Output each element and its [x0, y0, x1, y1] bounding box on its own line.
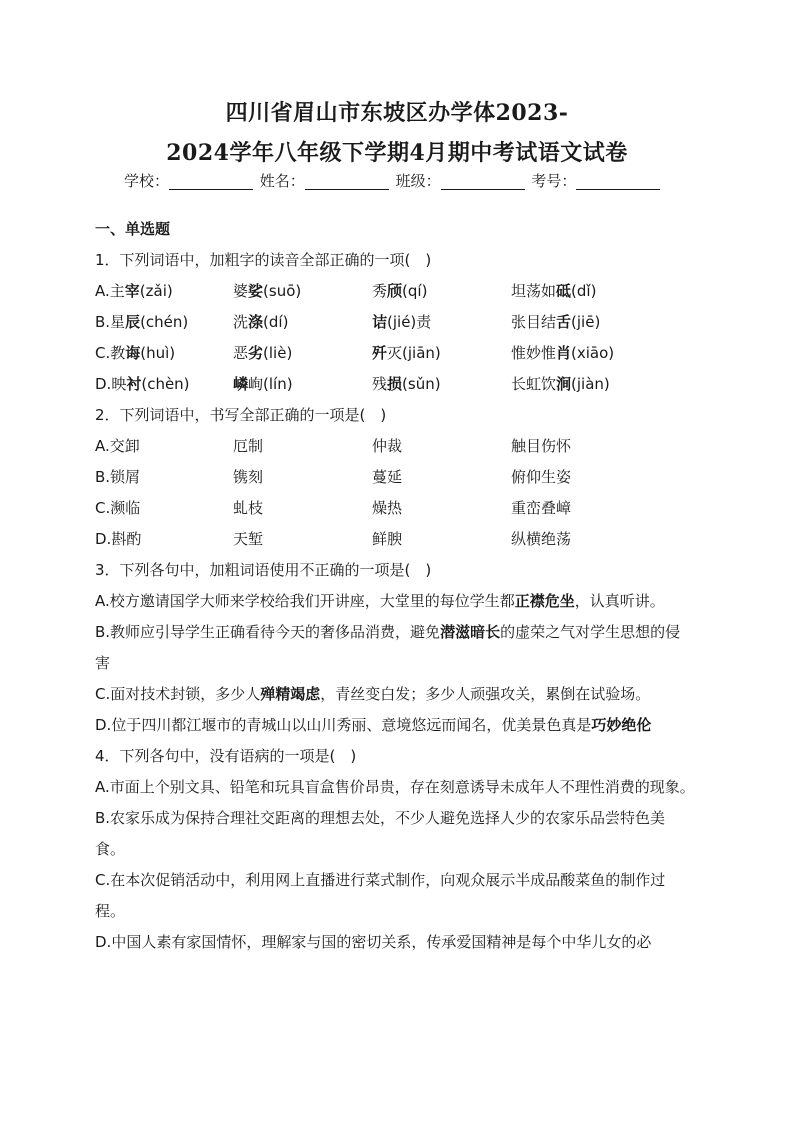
- name-label: 姓名：: [259, 172, 305, 190]
- option-cell: 触目伤怀: [511, 437, 572, 455]
- question-1: [95, 245, 695, 400]
- option-cell: 嶙峋(lín): [233, 375, 293, 393]
- option-cell: 镌刻: [233, 468, 264, 486]
- option-cell: C.教诲(huì): [95, 344, 176, 362]
- question-stem: 3．下列各句中，加粗词语使用不正确的一项是( ): [95, 561, 432, 579]
- option-a: A.校方邀请国学大师来学校给我们开讲座，大堂里的每位学生都正襟危坐，认真听讲。: [95, 592, 665, 610]
- option-cell: C.濒临: [95, 499, 141, 517]
- option-cell: 虬枝: [233, 499, 264, 517]
- option-cell: 坦荡如砥(dǐ): [511, 282, 597, 300]
- option-row-d: [95, 524, 695, 555]
- option-b: B.教师应引导学生正确看待今天的奢侈品消费，避免潜滋暗长的虚荣之气对学生思想的侵害: [95, 623, 681, 672]
- option-c: C.在本次促销活动中，利用网上直播进行菜式制作，向观众展示半成品酸菜鱼的制作过程。: [95, 871, 666, 920]
- student-info-line: [124, 170, 662, 191]
- questions: [95, 214, 695, 958]
- option-cell: B.锁屑: [95, 468, 141, 486]
- option-cell: 张目结舌(jiē): [511, 313, 601, 331]
- option-row-d: [95, 369, 695, 400]
- option-cell: 恶劣(liè): [233, 344, 293, 362]
- option-cell: 厄制: [233, 437, 264, 455]
- option-row-b: [95, 307, 695, 338]
- option-cell: 惟妙惟肖(xiāo): [511, 344, 615, 362]
- exam-title-line2: 2024学年八年级下学期4月期中考试语文试卷: [166, 140, 628, 166]
- option-cell: 鲜腴: [372, 530, 403, 548]
- number-blank: [576, 175, 660, 190]
- option-cell: 俯仰生姿: [511, 468, 572, 486]
- option-cell: 重峦叠嶂: [511, 499, 572, 517]
- option-cell: 残损(sǔn): [372, 375, 441, 393]
- option-cell: 诘(jié)责: [372, 313, 432, 331]
- school-label: 学校：: [124, 172, 170, 190]
- option-cell: D.映衬(chèn): [95, 375, 190, 393]
- option-cell: 洗涤(dí): [233, 313, 289, 331]
- option-cell: 天堑: [233, 530, 264, 548]
- option-cell: 歼灭(jiān): [372, 344, 441, 362]
- option-cell: A.主宰(zǎi): [95, 282, 173, 300]
- question-stem: 2．下列词语中，书写全部正确的一项是( ): [95, 406, 387, 424]
- number-label: 考号：: [531, 172, 577, 190]
- option-d: D.中国人素有家国情怀，理解家与国的密切关系，传承爱国精神是每个中华儿女的必: [95, 933, 652, 951]
- question-4: [95, 741, 695, 958]
- option-cell: 婆娑(suō): [233, 282, 302, 300]
- option-row-c: [95, 338, 695, 369]
- option-d: D.位于四川都江堰市的青城山以山川秀丽、意境悠远而闻名，优美景色真是巧妙绝伦: [95, 716, 652, 734]
- option-cell: 长虹饮涧(jiàn): [511, 375, 610, 393]
- question-3: [95, 555, 695, 741]
- class-blank: [441, 175, 525, 190]
- option-row-a: [95, 431, 695, 462]
- option-cell: 仲裁: [372, 437, 403, 455]
- exam-title-line1: 四川省眉山市东坡区办学体2023-: [225, 100, 569, 126]
- option-cell: A.交卸: [95, 437, 140, 455]
- option-c: C.面对技术封锁，多少人殚精竭虑，青丝变白发；多少人顽强攻关，累倒在试验场。: [95, 685, 651, 703]
- option-cell: 蔓延: [372, 468, 403, 486]
- option-cell: 秀颀(qí): [372, 282, 428, 300]
- question-stem: 1．下列词语中，加粗字的读音全部正确的一项( ): [95, 251, 432, 269]
- option-cell: 燥热: [372, 499, 403, 517]
- option-b: B.农家乐成为保持合理社交距离的理想去处，不少人避免选择人少的农家乐品尝特色美食。: [95, 809, 666, 858]
- section-heading: 一、单选题: [95, 220, 171, 238]
- option-cell: D.斟酌: [95, 530, 142, 548]
- option-row-b: [95, 462, 695, 493]
- class-label: 班级：: [395, 172, 441, 190]
- option-cell: B.星辰(chén): [95, 313, 189, 331]
- school-blank: [169, 175, 253, 190]
- question-2: [95, 400, 695, 555]
- option-row-c: [95, 493, 695, 524]
- option-a: A.市面上个别文具、铅笔和玩具盲盒售价昂贵，存在刻意诱导未成年人不理性消费的现象。: [95, 778, 695, 796]
- option-row-a: [95, 276, 695, 307]
- option-cell: 纵横绝荡: [511, 530, 572, 548]
- question-stem: 4．下列各句中，没有语病的一项是( ): [95, 747, 357, 765]
- name-blank: [305, 175, 389, 190]
